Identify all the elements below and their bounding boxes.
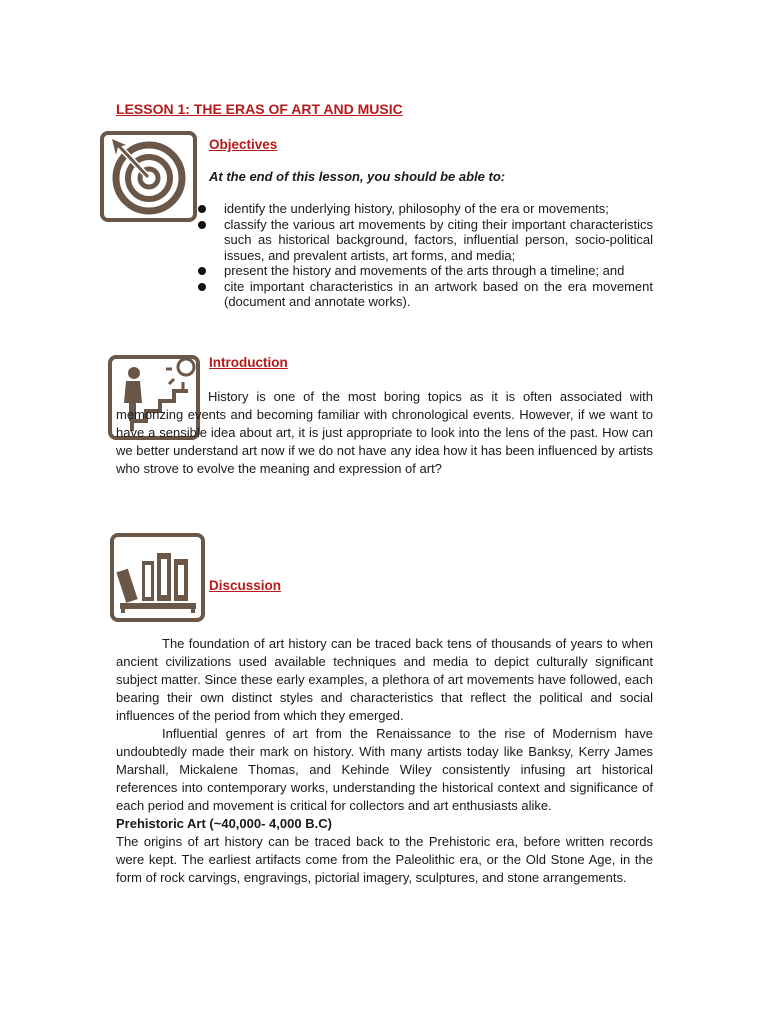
objectives-list bbox=[196, 201, 653, 310]
bullet-icon bbox=[198, 267, 206, 275]
discussion-body bbox=[116, 635, 653, 887]
list-item: present the history and movements of the arts through a timeline; and bbox=[196, 263, 653, 279]
prehistoric-text: The origins of art history can be traced back to the Prehistoric era, before written records were kept. The earliest artifacts come from the Paleolithic era, or the Old Stone Age, in the form of rock carvings, engravings, pictorial imagery, sculptures, and stone arrangements. bbox=[116, 834, 653, 885]
list-item: identify the underlying history, philosophy of the era or movements; bbox=[196, 201, 653, 217]
objectives-intro: At the end of this lesson, you should be able to: bbox=[209, 169, 506, 184]
target-icon bbox=[100, 131, 197, 222]
list-item: cite important characteristics in an artwork based on the era movement (document and annotate works). bbox=[196, 279, 653, 310]
introduction-heading: Introduction bbox=[209, 355, 288, 370]
list-item: classify the various art movements by citing their important characteristics such as historical background, factors, influential person, socio-political issues, and prevalent artists, art forms, and media; bbox=[196, 217, 653, 264]
discussion-paragraph-1: The foundation of art history can be traced back tens of thousands of years to when ancient civilizations used available techniques and media to depict culturally significant subject matter. Since these early examples, a plethora of art movements have followed, each bearing their own distinct styles and characteristics that reflect the political and social influences of the period from which they emerged. bbox=[116, 636, 653, 723]
books-icon bbox=[110, 533, 205, 622]
bullet-icon bbox=[198, 221, 206, 229]
introduction-text: History is one of the most boring topics as it is often associated with memorizing events and becoming familiar with chronological events. However, if we want to have a sensible idea about art, it is just appropriate to look into the lens of the past. How can we better understand art now if we do not have any idea how it has been influenced by artists who strove to evolve the meaning and expression of art? bbox=[116, 389, 653, 476]
lesson-title: LESSON 1: THE ERAS OF ART AND MUSIC bbox=[116, 101, 403, 117]
objectives-heading: Objectives bbox=[209, 137, 278, 152]
prehistoric-heading: Prehistoric Art (~40,000- 4,000 B.C) bbox=[116, 816, 332, 831]
bullet-icon bbox=[198, 205, 206, 213]
bullet-icon bbox=[198, 283, 206, 291]
discussion-paragraph-2: Influential genres of art from the Renaissance to the rise of Modernism have undoubtedly made their mark on history. With many artists today like Banksy, Kerry James Marshall, Mickalene Thomas, and Kehinde Wiley consistently infusing art historical references into contemporary works, understanding the historical context and significance of each period and movement is critical for collectors and art enthusiasts alike. bbox=[116, 726, 653, 813]
discussion-heading: Discussion bbox=[209, 578, 282, 593]
